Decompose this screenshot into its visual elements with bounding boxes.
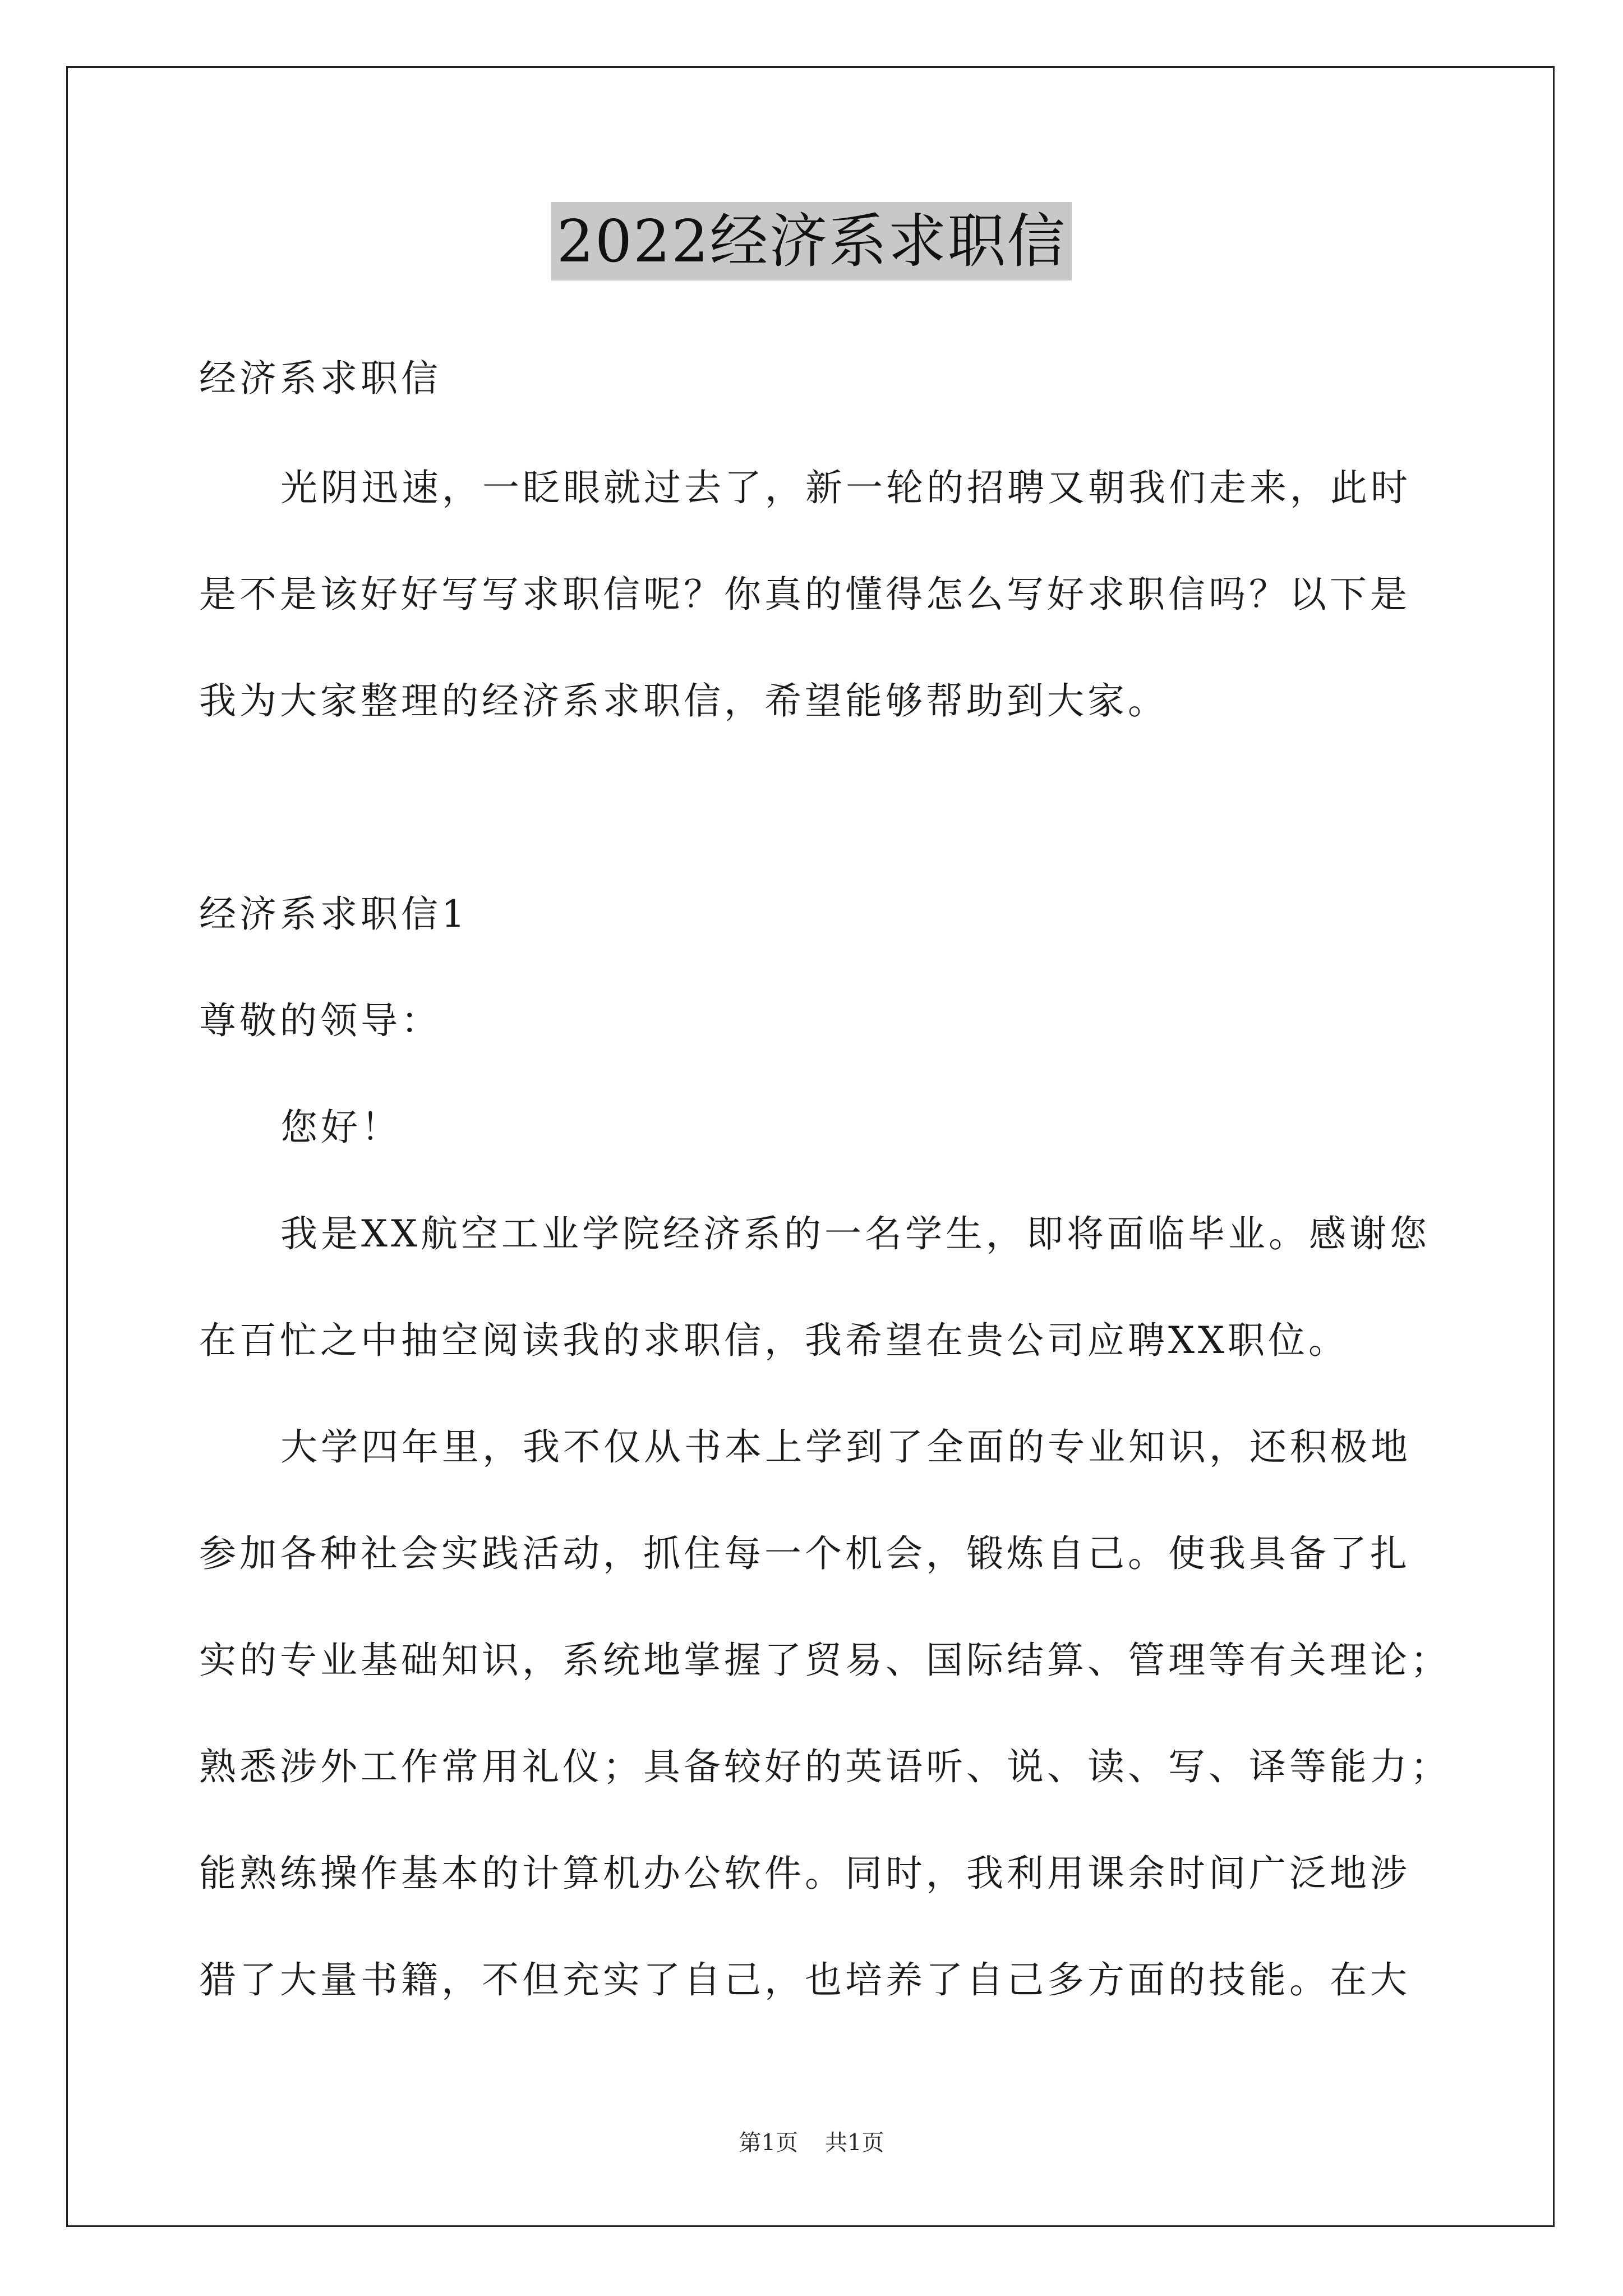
salutation: 尊敬的领导： xyxy=(199,999,441,1042)
paragraph-line: 大学四年里，我不仅从书本上学到了全面的专业知识，还积极地 xyxy=(280,1425,1411,1469)
paragraph-line: 参加各种社会实践活动，抓住每一个机会，锻炼自己。使我具备了扎 xyxy=(199,1532,1410,1575)
section-heading: 经济系求职信 xyxy=(199,357,441,400)
paragraph-line: 能熟练操作基本的计算机办公软件。同时，我利用课余时间广泛地涉 xyxy=(199,1852,1410,1895)
paragraph-line: 在百忙之中抽空阅读我的求职信，我希望在贵公司应聘XX职位。 xyxy=(199,1319,1349,1362)
greeting: 您好！ xyxy=(280,1106,402,1149)
paragraph-line: 猎了大量书籍，不但充实了自己，也培养了自己多方面的技能。在大 xyxy=(199,1958,1410,2001)
paragraph-line: 我是XX航空工业学院经济系的一名学生，即将面临毕业。感谢您 xyxy=(280,1212,1430,1255)
paragraph-line: 是不是该好好写写求职信呢？你真的懂得怎么写好求职信吗？以下是 xyxy=(199,573,1410,616)
title-container xyxy=(0,202,1623,280)
page-total: 共1页 xyxy=(825,2130,884,2156)
document-title: 2022经济系求职信 xyxy=(551,202,1072,280)
page-number: 第1页 xyxy=(739,2130,798,2156)
paragraph-line: 我为大家整理的经济系求职信，希望能够帮助到大家。 xyxy=(199,679,1168,723)
paragraph-line: 熟悉涉外工作常用礼仪；具备较好的英语听、说、读、写、译等能力； xyxy=(199,1745,1451,1788)
page-footer xyxy=(0,2126,1623,2160)
paragraph-line: 实的专业基础知识，系统地掌握了贸易、国际结算、管理等有关理论； xyxy=(199,1639,1451,1682)
paragraph-line: 光阴迅速，一眨眼就过去了，新一轮的招聘又朝我们走来，此时 xyxy=(280,466,1411,509)
letter-heading: 经济系求职信1 xyxy=(199,892,468,936)
